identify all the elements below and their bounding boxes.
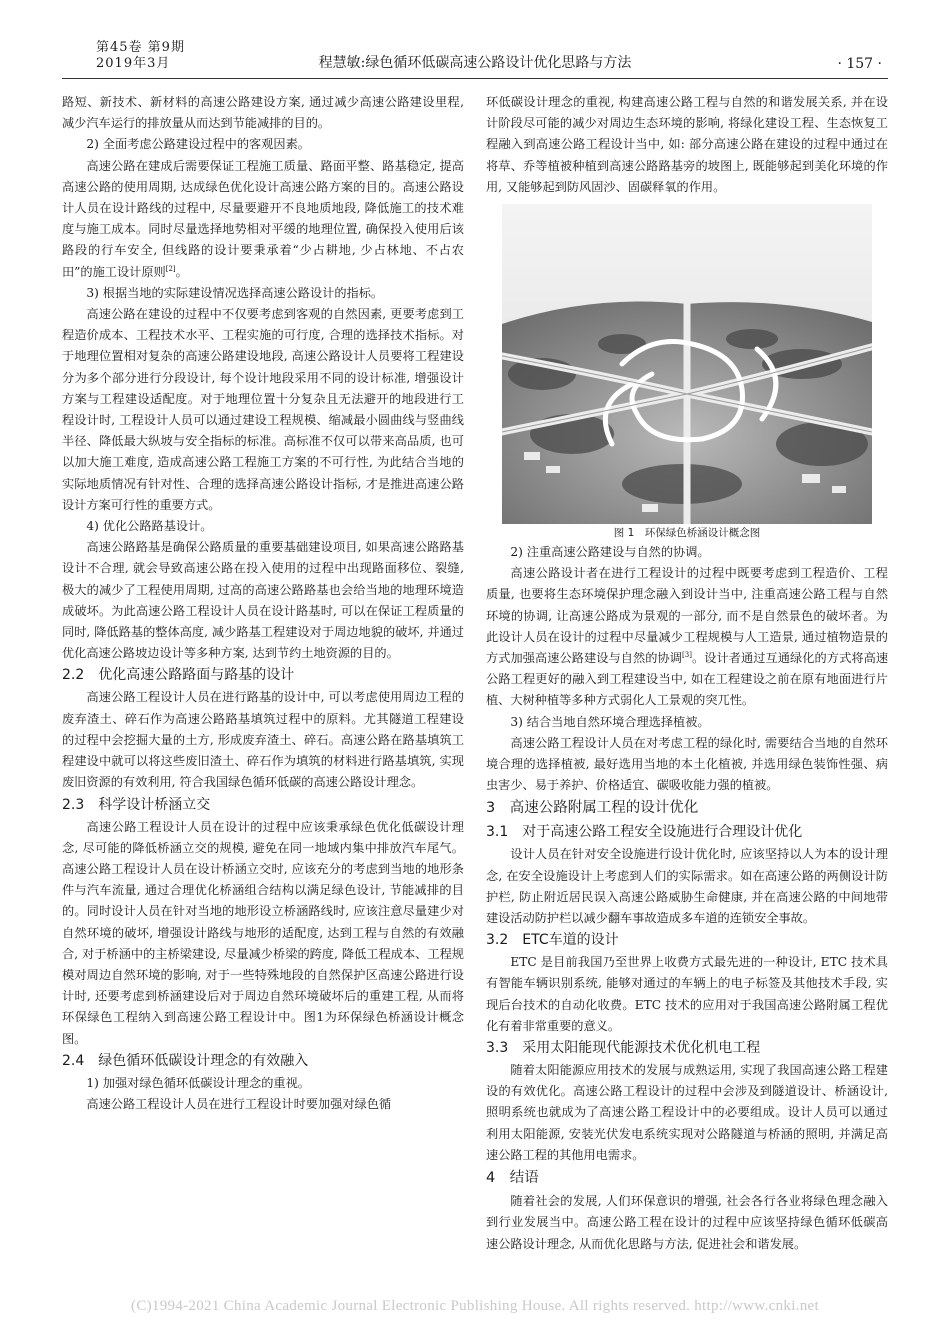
list-item: 3) 根据当地的实际建设情况选择高速公路设计的指标。 <box>86 285 384 300</box>
header-rule <box>62 78 888 79</box>
citation-ref[interactable]: [3] <box>682 650 692 659</box>
paragraph-text: 。设计者通过互通绿化的方式将高速公路工程更好的融入到工程建设当中, 如在工程建设之前在原有地面进行片植、大树种植等多种方式弱化人工景观的突兀性。 <box>486 651 889 708</box>
interchange-figure <box>502 204 872 524</box>
paragraph-text: 高速公路设计者在进行工程设计的过程中既要考虑到工程造价、工程质量, 也要将生态环境保护理念融入到设计当中, 注重高速公路工程与自然环境的协调, 让高速公路成为景观的一部分, 而不是自然景色的破坏者。为此设计人员在设计的过程中尽量减少工程规模与人工造景, 通过植物造景的方式加强高速公路建设与自然的协调 <box>486 566 888 666</box>
paragraph: 环低碳设计理念的重视, 构建高速公路工程与自然的和谐发展关系, 并在设计阶段尽可能的减少对周边生态环境的影响, 将绿化建设工程、生态恢复工程融入到高速公路工程设计当中, 如: 部分高速公路在建设的过程中通过在将草、乔等植被种植到高速公路路基旁的坡图上, 既能够起到美化环境的作用, 又能够起到防风固沙、固碳释氧的作用。 <box>486 95 888 194</box>
paragraph: 高速公路工程设计人员在对考虑工程的绿化时, 需要结合当地的自然环境合理的选择植被, 最好选用当地的本土化植被, 并选用绿色装饰性强、病虫害少、易于养护、价格适宜、碳吸收能力强的植被。 <box>486 735 888 793</box>
running-title: 程慧敏:绿色循环低碳高速公路设计优化思路与方法 <box>318 55 632 71</box>
left-column <box>62 92 464 1115</box>
section-heading: 2.3 科学设计桥涵立交 <box>62 796 211 813</box>
subsection-heading: 3.1 对于高速公路工程安全设施进行合理设计优化 <box>486 824 803 841</box>
subsection-heading: 3.2 ETC车道的设计 <box>486 932 619 949</box>
paragraph: 随着社会的发展, 人们环保意识的增强, 社会各行各业将绿色理念融入到行业发展当中。高速公路工程在设计的过程中应该坚持绿色循环低碳高速公路设计理念, 从而优化思路与方法, 促进社会和谐发展。 <box>486 1194 888 1251</box>
list-item: 1) 加强对绿色循环低碳设计理念的重视。 <box>86 1075 310 1090</box>
paragraph: 高速公路工程设计人员在进行工程设计时要加强对绿色循 <box>86 1096 392 1111</box>
paragraph: 随着太阳能源应用技术的发展与成熟运用, 实现了我国高速公路工程建设的有效优化。高速公路工程设计的过程中会涉及到隧道设计、桥涵设计, 照明系统也就成为了高速公路工程设计中的必要组成。设计人员可以通过利用太阳能源, 安装光伏发电系统实现对公路隧道与桥涵的照明, 并满足高速公路工程的其他用电需求。 <box>486 1063 888 1162</box>
paragraph: 高速公路路基是确保公路质量的重要基础建设项目, 如果高速公路路基设计不合理, 就会导致高速公路在投入使用的过程中出现路面移位、裂缝, 极大的减少了工程使用周期, 过高的高速公路路基也会给当地的地理环境造成破坏。为此高速公路工程设计人员在设计路基时, 可以在保证工程质量的同时, 降低路基的整体高度, 减少路基工程建设对于周边地貌的破坏, 并通过优化高速公路坡边设计等多种方案, 达到节约土地资源的目的。 <box>62 540 464 661</box>
paragraph: 路短、新技术、新材料的高速公路建设方案, 通过减少高速公路建设里程, 减少汽车运行的排放量从而达到节能减排的目的。 <box>62 95 464 131</box>
paragraph: 设计人员在针对安全设施进行设计优化时, 应该坚持以人为本的设计理念, 在安全设施设计上考虑到人们的实际需求。如在高速公路的两侧设计防护栏, 防止附近居民误入高速公路威胁生命健康, 并在高速公路的中间地带建设活动防护栏以减少翻车事故造成多车道的连锁安全事故。 <box>486 847 888 926</box>
highway-interchange-image <box>502 204 872 524</box>
paragraph: 高速公路工程设计人员在设计的过程中应该秉承绿色优化低碳设计理念, 尽可能的降低桥涵立交的规模, 避免在同一地域内集中排放汽车尾气。高速公路工程设计人员在设计桥涵立交时, 应该充分的考虑到当地的地形条件与汽车流量, 通过合理优化桥涵组合结构以满足绿色设计, 节能减排的目的。同时设计人员在针对当地的地形设立桥涵路线时, 应该注意尽量建少对自然环境的破坏, 增强设计路线与地形的适配度, 达到工程与自然的有效融合, 对于桥涵中的主桥梁建设, 尽量减少桥梁的跨度, 降低工程成本、工程规模对周边自然环境的影响, 对于一些特殊地段的自然保护区高速公路进行设计时, 还要考虑到桥涵建设后对于周边自然环境破坏后的重建工程, 从而将环保绿色工程纳入到高速公路工程设计中。图1为环保绿色桥涵设计概念图。 <box>62 819 464 1046</box>
paragraph: ETC 是目前我国乃至世界上收费方式最先进的一种设计, ETC 技术具有智能车辆识别系统, 能够对通过的车辆上的电子标签及其他技术手段, 实现后台技术的自动化收费。ETC 技术的应用对于我国高速公路附属工程优化有着非常重要的意义。 <box>486 955 888 1033</box>
journal-volume: 第45卷 第9期 <box>96 40 185 55</box>
paragraph: 高速公路在建设的过程中不仅要考虑到客观的自然因素, 更要考虑到工程造价成本、工程技术水平、工程实施的可行度, 合理的选择技术指标。对于地理位置相对复杂的高速公路建设地段, 高速公路设计人员要将工程建设分为多个部分进行分段设计, 每个设计地段采用不同的设计标准, 增强设计方案与工程建设适配度。对于地理位置十分复杂且无法避开的地段进行工程设计时, 工程设计人员可以通过建设工程规模、缩减最小圆曲线与竖曲线半径、降低最大纵坡与安全指标的标准。高标准不仅可以带来高品质, 也可以加大施工难度, 造成高速公路工程施工方案的不可行性, 为此结合当地的实际地质情况有针对性、合理的选择高速公路设计指标, 才是推进高速公路设计方案可行性的重要方式。 <box>62 307 464 512</box>
paragraph-text: 。 <box>175 264 188 279</box>
citation-ref[interactable]: [2] <box>165 264 176 273</box>
list-item: 2) 全面考虑公路建设过程中的客观因素。 <box>86 137 310 152</box>
section-heading: 2.4 绿色循环低碳设计理念的有效融入 <box>62 1052 309 1069</box>
list-item: 2) 注重高速公路建设与自然的协调。 <box>510 545 710 560</box>
copyright-footer: (C)1994-2021 China Academic Journal Electronic Publishing House. All rights reserved. http://www.cnki.net <box>131 1298 819 1314</box>
journal-date: 2019年3月 <box>96 56 171 71</box>
list-item: 3) 结合当地自然环境合理选择植被。 <box>510 714 710 729</box>
section-heading: 2.2 优化高速公路路面与路基的设计 <box>62 667 295 684</box>
subsection-heading: 3.3 采用太阳能现代能源技术优化机电工程 <box>486 1040 761 1057</box>
paragraph <box>62 156 464 283</box>
section-heading: 3 高速公路附属工程的设计优化 <box>486 800 699 817</box>
paragraph <box>486 563 888 711</box>
list-item: 4) 优化公路路基设计。 <box>86 519 213 534</box>
paragraph-text: 高速公路在建成后需要保证工程施工质量、路面平整、路基稳定, 提高高速公路的使用周期, 达成绿色优化设计高速公路方案的目的。高速公路设计人员在设计路线的过程中, 尽量要避开不良地质地段, 降低施工的技术难度与施工成本。同时尽量选择地势相对平缓的地理位置, 确保投入使用后该路段的行车安全, 但线路的设计要秉承着“少占耕地, 少占林地、不占农田”的施工设计原则 <box>62 158 464 279</box>
section-heading: 4 结语 <box>486 1170 539 1187</box>
paragraph: 高速公路工程设计人员在进行路基的设计中, 可以考虑使用周边工程的废弃渣土、碎石作为高速公路路基填筑过程中的原料。尤其隧道工程建设的过程中会挖掘大量的土方, 形成废弃渣土、碎石。高速公路在路基填筑工程建设中就可以将这些废旧渣土、碎石作为填筑的材料进行路基填筑, 实现废旧资源的有效利用, 符合我国绿色循环低碳的高速公路设计理念。 <box>62 690 464 790</box>
page-number: · 157 · <box>837 56 882 72</box>
right-column <box>486 92 888 1255</box>
figure-caption: 图 1 环保绿色桥涵设计概念图 <box>613 527 761 540</box>
